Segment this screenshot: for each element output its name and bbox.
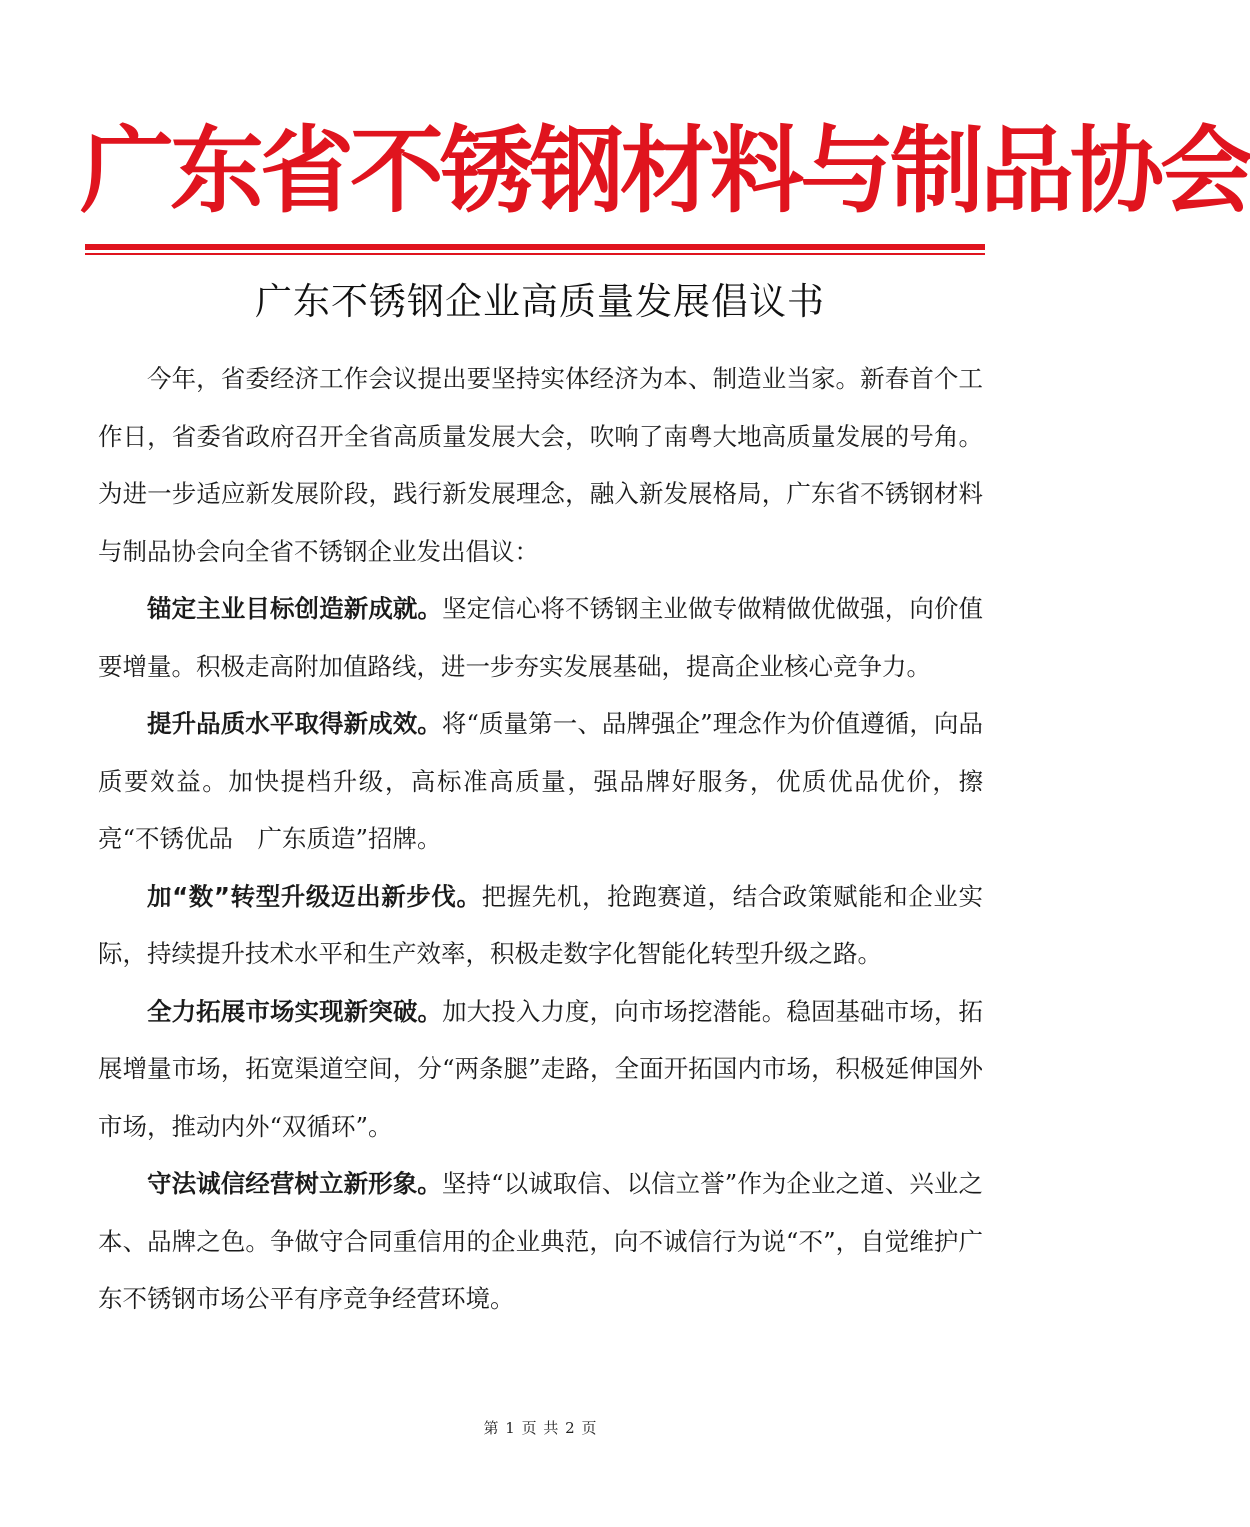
document-body <box>98 350 983 1328</box>
page-number: 第 1 页 共 2 页 <box>483 1419 597 1437</box>
proposal-text: 将“质量第一、品牌强企”理念作为价值遵循，向品质要效益。加快提档升级，高标准高质量，强品牌好服务，优质优品优价，擦亮“不锈优品 广东质造”招牌。 <box>98 709 983 853</box>
proposal-text: 加大投入力度，向市场挖潜能。稳固基础市场，拓展增量市场，拓宽渠道空间，分“两条腿”走路，全面开拓国内市场，积极延伸国外市场，推动内外“双循环”。 <box>98 996 984 1141</box>
masthead-rule-thick <box>85 244 985 250</box>
proposal-heading: 加“数”转型升级迈出新步伐。 <box>147 881 482 911</box>
proposal-heading: 全力拓展市场实现新突破。 <box>147 996 443 1026</box>
proposal-text: 把握先机，抢跑赛道，结合政策赋能和企业实际，持续提升技术水平和生产效率，积极走数字化智能化转型升级之路。 <box>98 881 984 968</box>
organization-masthead: 广东省不锈钢材料与制品协会 <box>80 117 1250 226</box>
proposal-paragraph <box>98 695 983 868</box>
document-title: 广东不锈钢企业高质量发展倡议书 <box>255 280 825 323</box>
proposal-text: 坚定信心将不锈钢主业做专做精做优做强，向价值要增量。积极走高附加值路线，进一步夯实发展基础，提高企业核心竞争力。 <box>98 594 984 681</box>
proposal-heading: 守法诚信经营树立新形象。 <box>147 1169 442 1198</box>
proposal-text: 坚持“以诚取信、以信立誉”作为企业之道、兴业之本、品牌之色。争做守合同重信用的企业典范，向不诚信行为说“不”，自觉维护广东不锈钢市场公平有序竞争经营环境。 <box>98 1169 983 1313</box>
proposal-paragraph <box>98 868 983 983</box>
proposal-paragraph <box>98 983 983 1156</box>
proposal-paragraph <box>98 580 983 695</box>
proposal-heading: 提升品质水平取得新成效。 <box>147 709 442 738</box>
proposal-heading: 锚定主业目标创造新成就。 <box>147 594 443 623</box>
masthead-rule-thin <box>85 253 985 255</box>
intro-paragraph: 今年，省委经济工作会议提出要坚持实体经济为本、制造业当家。新春首个工作日，省委省政府召开全省高质量发展大会，吹响了南粤大地高质量发展的号角。为进一步适应新发展阶段，践行新发展理念，融入新发展格局，广东省不锈钢材料与制品协会向全省不锈钢企业发出倡议： <box>98 364 983 566</box>
proposal-paragraph <box>98 1155 983 1328</box>
